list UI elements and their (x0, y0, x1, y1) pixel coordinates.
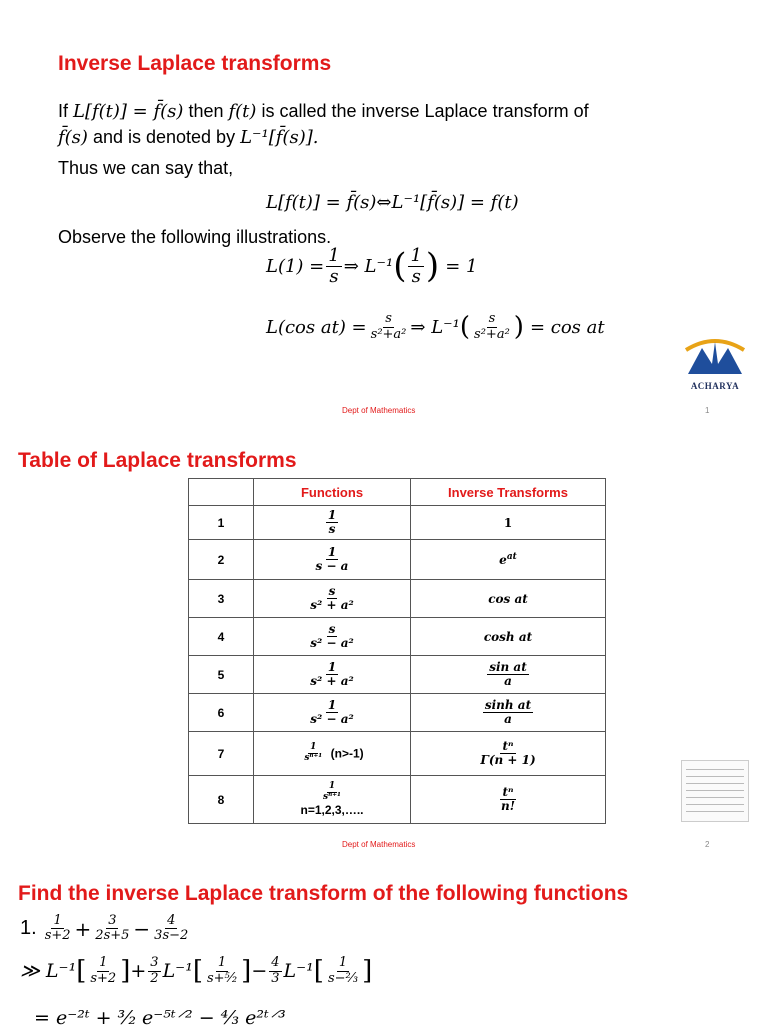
math-expression: L⁻¹[f̄(s)]. (240, 127, 319, 148)
numerator: 1 (327, 507, 337, 522)
definition-line-1 (58, 101, 589, 122)
bracket-open: [ (76, 956, 87, 986)
denominator: 3s−2 (154, 928, 189, 944)
denominator: s² + a² (310, 674, 354, 688)
operator: + (130, 960, 147, 982)
function-cell (254, 732, 411, 776)
denominator: s² − a² (310, 636, 354, 650)
footer: Dept of Mathematics (342, 840, 416, 849)
fraction (205, 956, 239, 986)
inverse-cell: cosh at (411, 618, 606, 656)
numerator: 1 (310, 742, 317, 753)
definition-line-2 (58, 127, 318, 148)
bracket-close: ] (120, 956, 131, 986)
numerator: s (488, 311, 496, 327)
denominator: s (329, 265, 339, 287)
inverse-cell (411, 732, 606, 776)
acharya-logo-icon (682, 330, 748, 376)
bracket-open: [ (313, 956, 324, 986)
denominator: a (504, 674, 512, 688)
math-text: L⁻¹ (283, 960, 314, 982)
function-note: n=1,2,3,….. (300, 802, 364, 817)
laplace-table (188, 478, 606, 824)
fraction (326, 956, 360, 986)
math-expression: L[f(t)] = f̄(s) (73, 101, 184, 122)
paren-open: ( (459, 312, 471, 342)
page-number: 1 (705, 406, 710, 415)
denominator: s (328, 522, 336, 536)
numerator: 1 (99, 955, 108, 971)
denominator: s²+a² (474, 326, 510, 342)
table-row (189, 656, 606, 694)
paren-close: ) (425, 246, 440, 287)
function-cell (254, 580, 411, 618)
inverse-cell (411, 694, 606, 732)
row-index: 4 (189, 618, 254, 656)
text: If (58, 101, 74, 121)
numerator: sin at (489, 659, 527, 674)
numerator: 1 (53, 913, 62, 928)
column-header: Inverse Transforms (411, 479, 606, 506)
numerator: sinh at (484, 697, 532, 712)
denominator: a (504, 712, 512, 726)
slide-title: Table of Laplace transforms (18, 449, 297, 472)
exp-base: e (499, 553, 507, 567)
denominator: s²+a² (370, 326, 407, 342)
bracket-open: [ (192, 956, 203, 986)
fraction (269, 956, 281, 986)
denominator: s (411, 265, 421, 287)
row-index: 3 (189, 580, 254, 618)
numerator: s (328, 583, 336, 598)
acharya-logo (682, 330, 748, 391)
footer: Dept of Mathematics (342, 406, 416, 415)
table-header-row (189, 479, 606, 506)
main-equation: L[f(t)] = f̄(s)⇔L⁻¹[f̄(s)] = f(t) (266, 192, 519, 213)
denominator: s+2 (90, 970, 117, 986)
fraction (93, 914, 131, 944)
numerator: 1 (327, 544, 337, 559)
numerator: 4 (271, 955, 280, 971)
math-text: L⁻¹ (162, 960, 193, 982)
function-cell (254, 694, 411, 732)
paragraph: Observe the following illustrations. (58, 227, 332, 247)
paren-open: ( (393, 246, 407, 287)
function-cell (254, 540, 411, 580)
inverse-cell: cos at (411, 580, 606, 618)
math-text: L(1) = (266, 255, 325, 277)
math-text: ⇒ L⁻¹ (343, 255, 394, 277)
math-expression: f(t) (228, 101, 257, 122)
numerator: 3 (108, 913, 117, 928)
math-text: L(cos at) = (266, 316, 367, 338)
fraction (326, 246, 341, 287)
denominator: s² + a² (310, 598, 354, 612)
row-index: 6 (189, 694, 254, 732)
illustration-2 (266, 312, 605, 342)
exercise-1 (20, 914, 192, 944)
row-index: 7 (189, 732, 254, 776)
table-row (189, 580, 606, 618)
function-cell (254, 656, 411, 694)
bracket-close: ] (362, 956, 373, 986)
inverse-cell: 1 (411, 506, 606, 540)
fraction (148, 956, 160, 986)
math-text: = 1 (445, 255, 478, 277)
function-note: (n>-1) (330, 746, 364, 761)
row-index: 1 (189, 506, 254, 540)
row-index: 2 (189, 540, 254, 580)
text: then (183, 101, 229, 121)
column-header: Functions (254, 479, 411, 506)
numerator: 1 (217, 955, 227, 971)
slide-title: Inverse Laplace transforms (58, 52, 332, 75)
denominator: s+⁵⁄₂ (206, 970, 238, 986)
numerator: 1 (328, 781, 336, 792)
slide-thumbnail (681, 760, 749, 822)
slide-title: Find the inverse Laplace transform of the following functions (18, 882, 629, 905)
paren-close: ) (513, 312, 524, 342)
fraction (408, 246, 423, 287)
denominator: s−²⁄₃ (327, 970, 359, 986)
paragraph: Thus we can say that, (58, 158, 234, 178)
denominator: 2s+5 (95, 928, 130, 944)
numerator: 1 (338, 955, 348, 971)
denominator: s − a (315, 559, 349, 573)
inverse-cell (411, 656, 606, 694)
table-row (189, 618, 606, 656)
table-row (189, 776, 606, 824)
operator: + (74, 916, 92, 941)
exponent: at (506, 552, 517, 562)
math-text: ⇒ L⁻¹ (410, 316, 460, 338)
operator: − (251, 960, 268, 982)
text: and is denoted by (87, 127, 241, 147)
numerator: s (385, 311, 392, 327)
fraction (472, 312, 512, 342)
text: is called the inverse Laplace transform of (256, 101, 589, 121)
page-number: 2 (705, 840, 710, 849)
inverse-cell (411, 776, 606, 824)
table-body (189, 506, 606, 824)
illustration-1 (266, 246, 477, 287)
numerator: 4 (167, 913, 176, 928)
math-text: = cos at (529, 316, 605, 338)
column-header (189, 479, 254, 506)
fraction (152, 914, 190, 944)
denominator: 2 (150, 970, 159, 986)
numerator: s (328, 621, 336, 636)
denominator: 3 (271, 970, 280, 986)
operator: − (133, 916, 151, 941)
bracket-close: ] (241, 956, 252, 986)
denominator: n! (501, 799, 515, 813)
math-text: ≫ L⁻¹ (20, 960, 77, 982)
table-row (189, 732, 606, 776)
numerator: 1 (327, 697, 337, 712)
logo-text: ACHARYA (690, 381, 740, 391)
numerator: 1 (328, 245, 340, 266)
function-cell (254, 506, 411, 540)
denominator: sⁿ⁺¹ (304, 753, 323, 763)
denominator: s² − a² (310, 712, 354, 726)
result-line: = e⁻²ᵗ + ³⁄₂ e⁻⁵ᵗ⸍² − ⁴⁄₃ e²ᵗ⸍³ (34, 1007, 286, 1029)
table-row (189, 694, 606, 732)
solution-line (20, 956, 372, 986)
function-cell (254, 618, 411, 656)
math-expression: f̄(s) (58, 127, 88, 148)
denominator: s+2 (44, 928, 71, 944)
exercise-label: 1. (20, 917, 37, 940)
row-index: 5 (189, 656, 254, 694)
slide-1 (0, 0, 768, 430)
denominator: Γ(n + 1) (480, 753, 536, 767)
numerator: 1 (410, 245, 422, 266)
fraction (43, 914, 73, 944)
row-index: 8 (189, 776, 254, 824)
function-cell (254, 776, 411, 824)
numerator: tⁿ (502, 784, 514, 799)
table-row (189, 540, 606, 580)
inverse-cell (411, 540, 606, 580)
numerator: 3 (150, 955, 159, 971)
numerator: 1 (327, 659, 337, 674)
fraction (369, 312, 409, 342)
denominator: sⁿ⁺¹ (323, 792, 341, 802)
numerator: tⁿ (502, 738, 514, 753)
fraction (88, 956, 118, 986)
table-row (189, 506, 606, 540)
